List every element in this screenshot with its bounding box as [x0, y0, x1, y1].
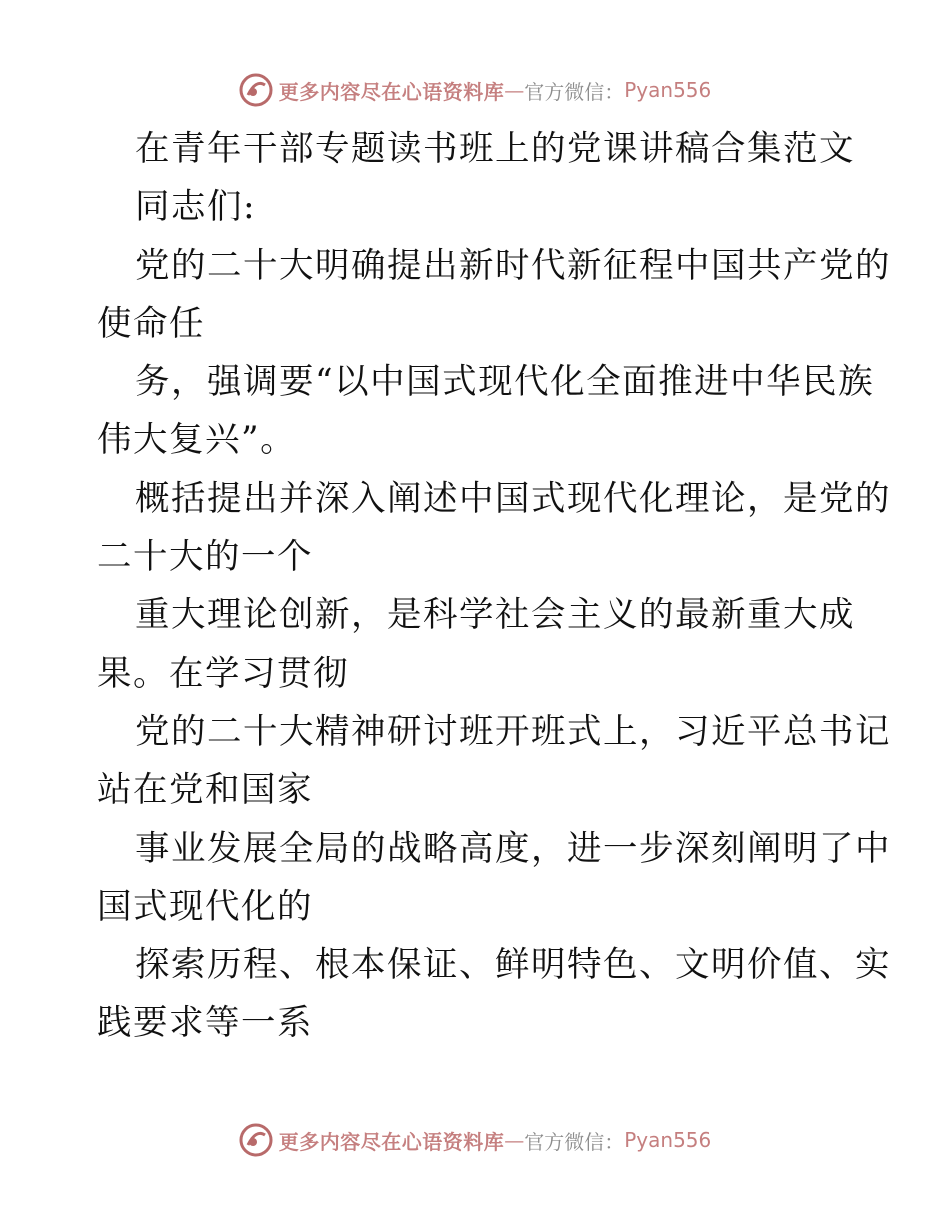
watermark-id: Pyan556 — [624, 1128, 712, 1152]
document-body — [97, 120, 891, 1053]
seal-logo-icon — [239, 73, 273, 107]
footer-watermark — [0, 1120, 950, 1160]
text-line: 伟大复兴”。 — [97, 420, 297, 461]
text-line: 站在党和国家 — [97, 770, 313, 811]
watermark-id: Pyan556 — [624, 78, 712, 102]
text-line: 二十大的一个 — [97, 537, 313, 578]
text-line: 重大理论创新，是科学社会主义的最新重大成 — [135, 595, 855, 636]
text-line: 果。在学习贯彻 — [97, 653, 349, 694]
salutation: 同志们: — [135, 187, 257, 228]
watermark-label: 官方微信： — [524, 79, 625, 104]
text-line: 党的二十大明确提出新时代新征程中国共产党的 — [135, 245, 891, 286]
watermark-label: 官方微信： — [524, 1129, 625, 1154]
watermark-dash: — — [504, 78, 525, 102]
text-line: 探索历程、根本保证、鲜明特色、文明价值、实 — [135, 945, 891, 986]
header-watermark — [0, 70, 950, 110]
text-line: 概括提出并深入阐述中国式现代化理论，是党的 — [135, 478, 891, 519]
text-line: 党的二十大精神研讨班开班式上，习近平总书记 — [135, 711, 891, 752]
text-line: 事业发展全局的战略高度，进一步深刻阐明了中 — [135, 828, 891, 869]
text-line: 践要求等一系 — [97, 1003, 313, 1044]
text-line: 使命任 — [97, 303, 205, 344]
watermark-dash: — — [504, 1128, 525, 1152]
watermark-main-text: 更多内容尽在心语资料库 — [278, 79, 505, 104]
document-title: 在青年干部专题读书班上的党课讲稿合集范文 — [135, 129, 855, 169]
seal-logo-icon — [239, 1123, 273, 1157]
text-line: 国式现代化的 — [97, 886, 313, 927]
text-line: 务，强调要“以中国式现代化全面推进中华民族 — [135, 362, 875, 403]
watermark-main-text: 更多内容尽在心语资料库 — [278, 1129, 505, 1154]
